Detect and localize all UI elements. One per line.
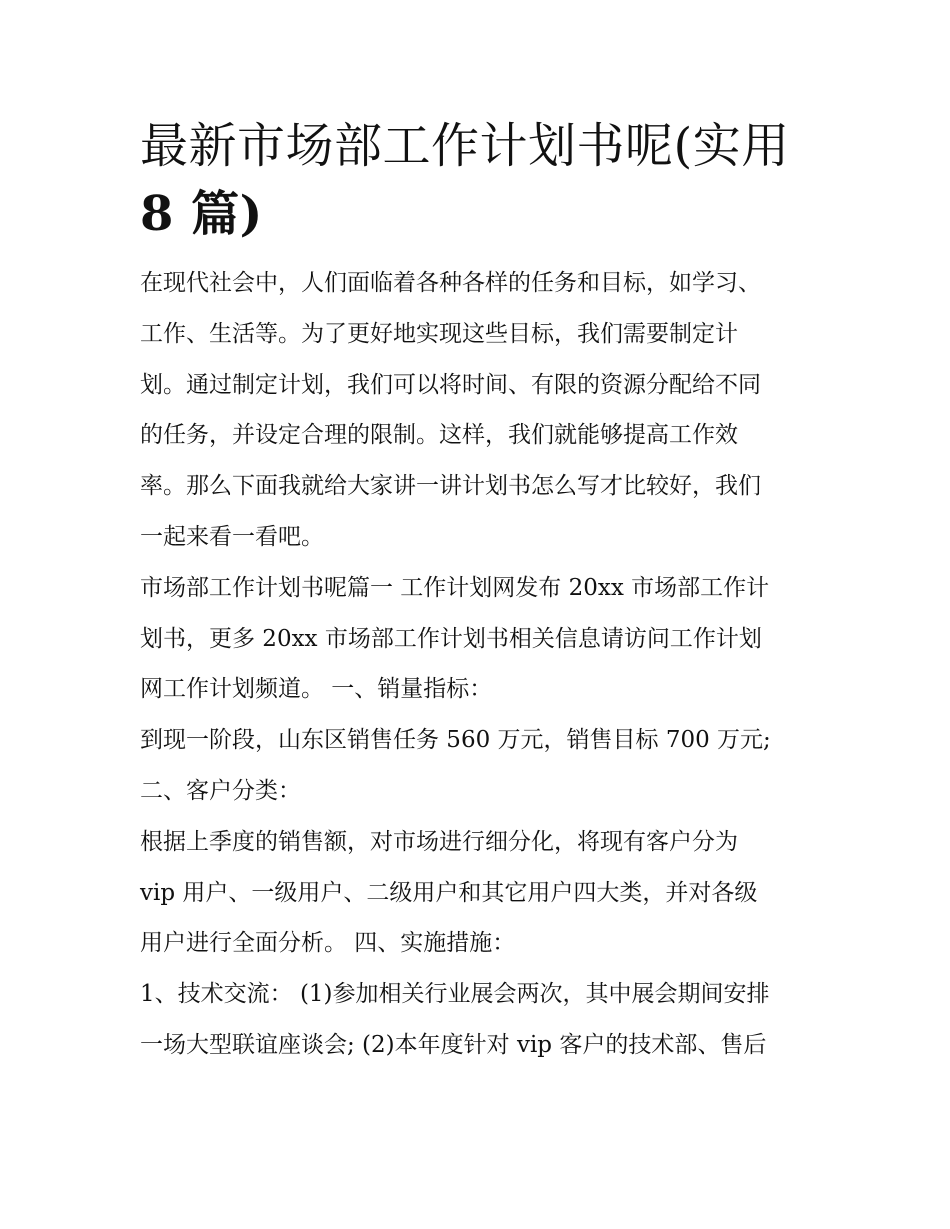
text-line: 网工作计划频道。 一、销量指标： [140,676,493,703]
sales-target-paragraph [140,715,815,817]
section-one-paragraph [140,563,815,715]
text-line: 的任务，并设定合理的限制。这样，我们就能够提高工作效 [140,422,738,449]
text-line: 工作、生活等。为了更好地实现这些目标，我们需要制定计 [140,320,738,347]
text-line: 市场部工作计划书呢篇一 工作计划网发布 20xx 市场部工作计 [140,574,770,601]
text-line: 一场大型联谊座谈会; (2)本年度针对 vip 客户的技术部、售后 [140,1031,767,1058]
text-line: vip 用户、一级用户、二级用户和其它用户四大类，并对各级 [140,879,758,906]
text-line: 一起来看一看吧。 [140,523,324,550]
intro-paragraph [140,258,815,563]
text-line: 根据上季度的销售额，对市场进行细分化，将现有客户分为 [140,828,738,855]
text-line: 用户进行全面分析。 四、实施措施： [140,930,516,957]
document-body [140,258,815,1071]
text-line: 二、客户分类： [140,777,301,804]
customer-class-paragraph [140,817,815,969]
text-line: 1、技术交流： (1)参加相关行业展会两次，其中展会期间安排 [140,981,770,1008]
text-line: 在现代社会中，人们面临着各种各样的任务和目标，如学习、 [140,270,761,296]
title-line: 最新市场部工作计划书呢(实用 [140,118,790,174]
title-line: 8 篇) [140,186,263,242]
measures-paragraph [140,969,815,1071]
text-line: 率。那么下面我就给大家讲一讲计划书怎么写才比较好，我们 [140,473,761,500]
document-title [140,112,815,248]
document-page [140,112,815,1071]
text-line: 划书，更多 20xx 市场部工作计划书相关信息请访问工作计划 [140,625,762,652]
text-line: 划。通过制定计划，我们可以将时间、有限的资源分配给不同 [140,371,761,398]
text-line: 到现一阶段，山东区销售任务 560 万元，销售目标 700 万元; [140,727,771,754]
